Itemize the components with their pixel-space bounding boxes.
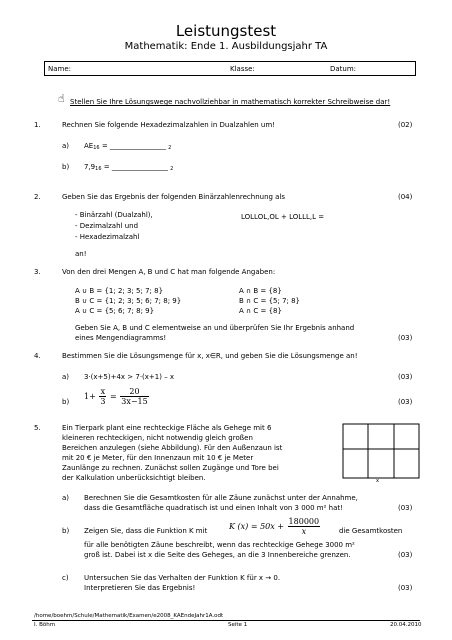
q3-set-union: B ∪ C = {1; 2; 3; 5; 6; 7; 8; 9} bbox=[75, 297, 182, 305]
q2-text: Geben Sie das Ergebnis der folgenden Binärzahlenrechnung als bbox=[62, 193, 286, 201]
q5-text-line: mit 20 € je Meter, für den Innenzaun mit 10 € je Meter bbox=[62, 454, 254, 462]
q4b-equals: = bbox=[109, 392, 117, 401]
q2-expression: LOLLOL,OL + LOLLL,L = bbox=[241, 213, 325, 221]
klasse-label[interactable]: Klasse: bbox=[230, 65, 255, 73]
q3-number: 3. bbox=[34, 268, 41, 276]
q1a-blank: = ________________ bbox=[101, 142, 166, 150]
q4b-points: (03) bbox=[398, 398, 413, 406]
q1b-expression bbox=[84, 163, 173, 174]
pointing-hand-icon: ☝ bbox=[58, 92, 65, 105]
q5b-text-line: für alle benötigten Zäune beschreibt, wenn das rechteckige Gehege 3000 m² bbox=[84, 541, 355, 549]
q4b-equation bbox=[84, 387, 150, 406]
q5a-points: (03) bbox=[398, 504, 413, 512]
q1a-base: 16 bbox=[93, 145, 100, 151]
q5a-text-line: Berechnen Sie die Gesamtkosten für alle Zäune zunächst unter der Annahme, bbox=[84, 494, 358, 502]
q4b-den1: 3 bbox=[100, 397, 106, 406]
enclosure-width-label: x bbox=[376, 478, 379, 484]
q3-set-intersection: B ∩ C = {5; 7; 8} bbox=[239, 297, 301, 305]
q4-text: Bestimmen Sie die Lösungsmenge für x, x∈R, und geben Sie die Lösungsmenge an! bbox=[62, 352, 358, 360]
q5c-points: (03) bbox=[398, 584, 413, 592]
q5-text-line: Bereichen anzulegen (siehe Abbildung). Für den Außenzaun ist bbox=[62, 444, 283, 452]
outer-fence bbox=[343, 424, 419, 478]
q1b-base: 16 bbox=[95, 166, 102, 172]
enclosure-diagram bbox=[342, 423, 422, 485]
q5-text-line: Ein Tierpark plant eine rechteckige Fläche als Gehege mit 6 bbox=[62, 424, 272, 432]
footer-author: I. Böhm bbox=[34, 622, 56, 628]
q3-footer-line: eines Mengendiagramms! bbox=[75, 334, 167, 342]
q3-footer-line: Geben Sie A, B und C elementweise an und überprüfen Sie Ihr Ergebnis anhand bbox=[75, 324, 355, 332]
q5b-formula-num: 180000 bbox=[288, 517, 320, 526]
q1a-expression bbox=[84, 142, 171, 153]
q2-list-item: - Dezimalzahl und bbox=[75, 222, 139, 230]
q4b-num2: 20 bbox=[120, 387, 148, 397]
q4b-num1: x bbox=[100, 387, 106, 396]
q5b-formula-fraction bbox=[288, 517, 321, 536]
q1a-base2: 2 bbox=[168, 145, 172, 151]
q1-number: 1. bbox=[34, 121, 41, 129]
q5b-text-after: die Gesamtkosten bbox=[339, 527, 403, 535]
q2-tail: an! bbox=[75, 250, 87, 258]
q4a-expression: 3·(x+5)+4x > 7·(x+1) – x bbox=[84, 373, 175, 381]
q3-set-intersection: A ∩ C = {8} bbox=[239, 307, 282, 315]
q5-number: 5. bbox=[34, 424, 41, 432]
q5b-formula bbox=[229, 517, 321, 536]
footer-page: Seite 1 bbox=[228, 622, 248, 628]
q4a-points: (03) bbox=[398, 373, 413, 381]
q2-points: (04) bbox=[398, 193, 413, 201]
q5b-text-line: groß ist. Dabei ist x die Seite des Geheges, an die 3 Innenbereiche grenzen. bbox=[84, 551, 351, 559]
q3-set-intersection: A ∩ B = {8} bbox=[239, 287, 282, 295]
q4b-one-plus: 1+ bbox=[84, 392, 96, 401]
footer-path: /home/boehm/Schule/Mathematik/Examen/e2008_KAEndeJahr1A.odt bbox=[34, 613, 224, 619]
q3-set-union: A ∪ C = {5; 6; 7; 8; 9} bbox=[75, 307, 155, 315]
q4a-label: a) bbox=[62, 373, 70, 381]
q1-points: (02) bbox=[398, 121, 413, 129]
footer-divider bbox=[32, 620, 420, 621]
q5a-label: a) bbox=[62, 494, 70, 502]
q4b-fraction-right bbox=[120, 387, 148, 406]
q4b-fraction-left bbox=[99, 387, 106, 406]
footer-date: 20.04.2010 bbox=[390, 622, 422, 628]
q3-points: (03) bbox=[398, 334, 413, 342]
name-label[interactable]: Name: bbox=[48, 65, 72, 73]
q4-number: 4. bbox=[34, 352, 41, 360]
q5c-text-line: Untersuchen Sie das Verhalten der Funktion K für x → 0. bbox=[84, 574, 281, 582]
q5b-text-intro: Zeigen Sie, dass die Funktion K mit bbox=[84, 527, 208, 535]
q5-text-line: Zaunlänge zu rechnen. Zunächst sollen Zugänge und Tore bei bbox=[62, 464, 279, 472]
q2-number: 2. bbox=[34, 193, 41, 201]
q3-text: Von den drei Mengen A, B und C hat man folgende Angaben: bbox=[62, 268, 276, 276]
q5c-text-line: Interpretieren Sie das Ergebnis! bbox=[84, 584, 196, 592]
q4b-label: b) bbox=[62, 398, 70, 406]
q5c-label: c) bbox=[62, 574, 69, 582]
page-subtitle: Mathematik: Ende 1. Ausbildungsjahr TA bbox=[124, 41, 328, 52]
q5b-formula-den: x bbox=[301, 527, 307, 536]
q2-list-item: - Hexadezimalzahl bbox=[75, 233, 140, 241]
q5-text-line: kleineren rechteckigen, nicht notwendig gleich großen bbox=[62, 434, 253, 442]
instruction-text: Stellen Sie Ihre Lösungswege nachvollziehbar in mathematisch korrekter Schreibweise dar! bbox=[70, 98, 391, 106]
q5b-label: b) bbox=[62, 527, 70, 535]
q5a-text-line: dass die Gesamtfläche quadratisch ist und einen Inhalt von 3 000 m² hat! bbox=[84, 504, 343, 512]
q1b-value: 7,9 bbox=[84, 163, 96, 171]
q4b-den2: 3x−15 bbox=[121, 397, 148, 406]
q1a-value: AE bbox=[84, 142, 94, 150]
q1-text: Rechnen Sie folgende Hexadezimalzahlen in Dualzahlen um! bbox=[62, 121, 275, 129]
datum-label: Datum: bbox=[330, 65, 357, 73]
q2-list-item: - Binärzahl (Dualzahl), bbox=[75, 211, 153, 219]
q5b-formula-lhs: K (x) = 50x + bbox=[229, 522, 284, 531]
q1a-label: a) bbox=[62, 142, 70, 150]
q1b-base2: 2 bbox=[170, 166, 174, 172]
page-title: Leistungstest bbox=[175, 22, 277, 40]
q5b-points: (03) bbox=[398, 551, 413, 559]
q5-text-line: der Kalkulation unberücksichtigt bleiben. bbox=[62, 474, 206, 482]
q1b-blank: = ________________ bbox=[103, 163, 168, 171]
q3-set-union: A ∪ B = {1; 2; 3; 5; 7; 8} bbox=[75, 287, 164, 295]
q1b-label: b) bbox=[62, 163, 70, 171]
